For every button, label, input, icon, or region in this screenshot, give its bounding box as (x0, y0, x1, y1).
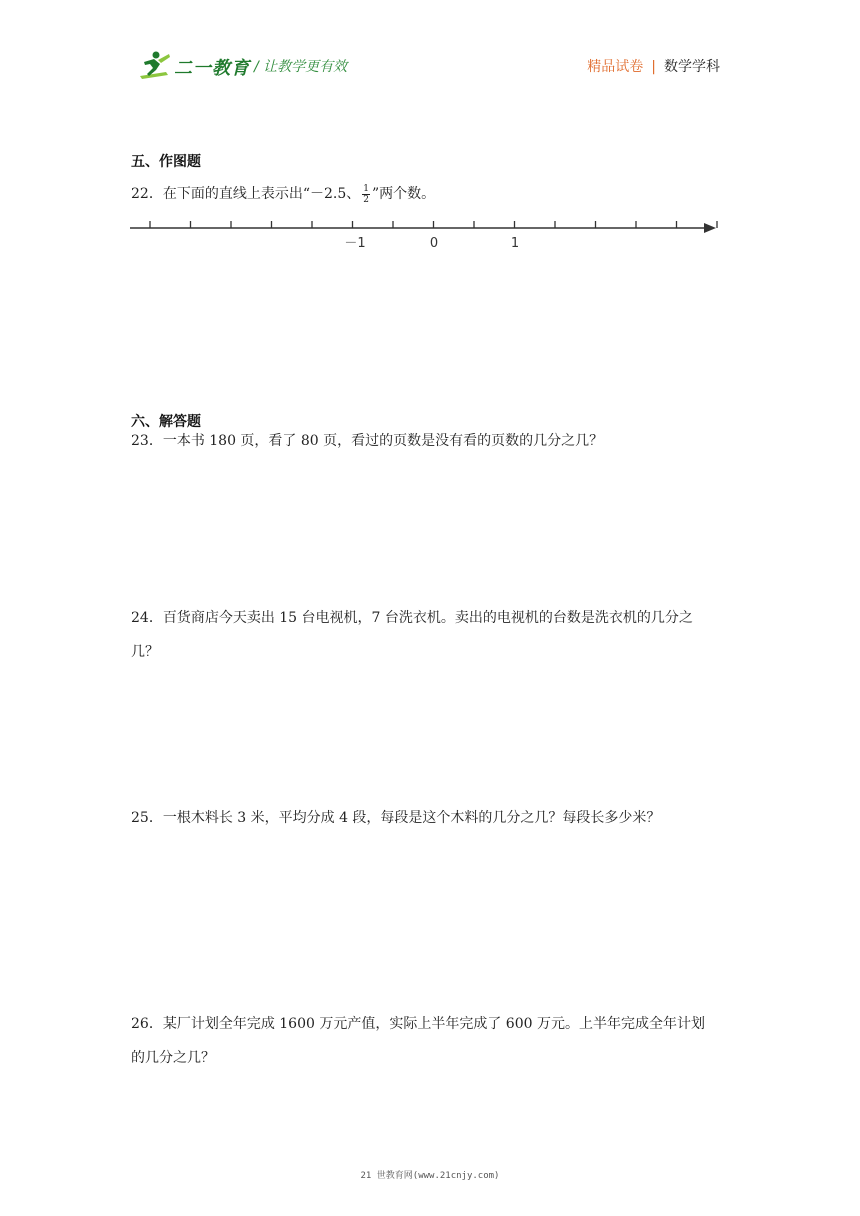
number-line (128, 212, 722, 256)
question-23: 23．一本书 180 页，看了 80 页，看过的页数是没有看的页数的几分之几？ (131, 433, 604, 449)
header-brand: 精品试卷 (587, 59, 644, 75)
logo (136, 50, 396, 82)
question-26 (131, 1007, 731, 1075)
header-separator: | (651, 59, 656, 75)
page-header (0, 0, 860, 90)
section-five-title: 五、作图题 (131, 154, 201, 170)
number-line-arrow-icon (704, 223, 716, 233)
question-26-line1: 26．某厂计划全年完成 1600 万元产值，实际上半年完成了 600 万元。上半年完成全年计划 (131, 1016, 705, 1032)
label-positive-one: 1 (510, 236, 520, 251)
question-24-line2: 几？ (131, 644, 159, 660)
fraction-denominator: 2 (363, 194, 369, 205)
label-zero: 0 (429, 236, 439, 251)
fraction-one-half (362, 184, 370, 205)
question-24-line1: 24．百货商店今天卖出 15 台电视机，7 台洗衣机。卖出的电视机的台数是洗衣机的几分之 (131, 610, 693, 626)
runner-logo-icon (136, 50, 172, 80)
question-26-line2: 的几分之几？ (131, 1050, 215, 1066)
question-22-prefix: 22．在下面的直线上表示出“－2.5、 (131, 186, 361, 202)
header-right (587, 56, 720, 76)
fraction-numerator: 1 (363, 183, 369, 194)
label-negative-one: －1 (344, 236, 366, 251)
question-22 (131, 177, 731, 211)
logo-text: 二一教育 (174, 58, 250, 79)
page-footer: 21 世教育网(www.21cnjy.com) (360, 1171, 500, 1181)
header-subject: 数学学科 (664, 59, 720, 75)
number-line-ticks (150, 221, 717, 228)
question-22-suffix: ”两个数。 (371, 186, 436, 202)
section-six-title: 六、解答题 (131, 414, 201, 430)
logo-slogan: / 让教学更有效 (254, 59, 348, 75)
question-25: 25．一根木料长 3 米，平均分成 4 段，每段是这个木料的几分之几？每段长多少米？ (131, 810, 661, 826)
question-24 (131, 601, 731, 669)
